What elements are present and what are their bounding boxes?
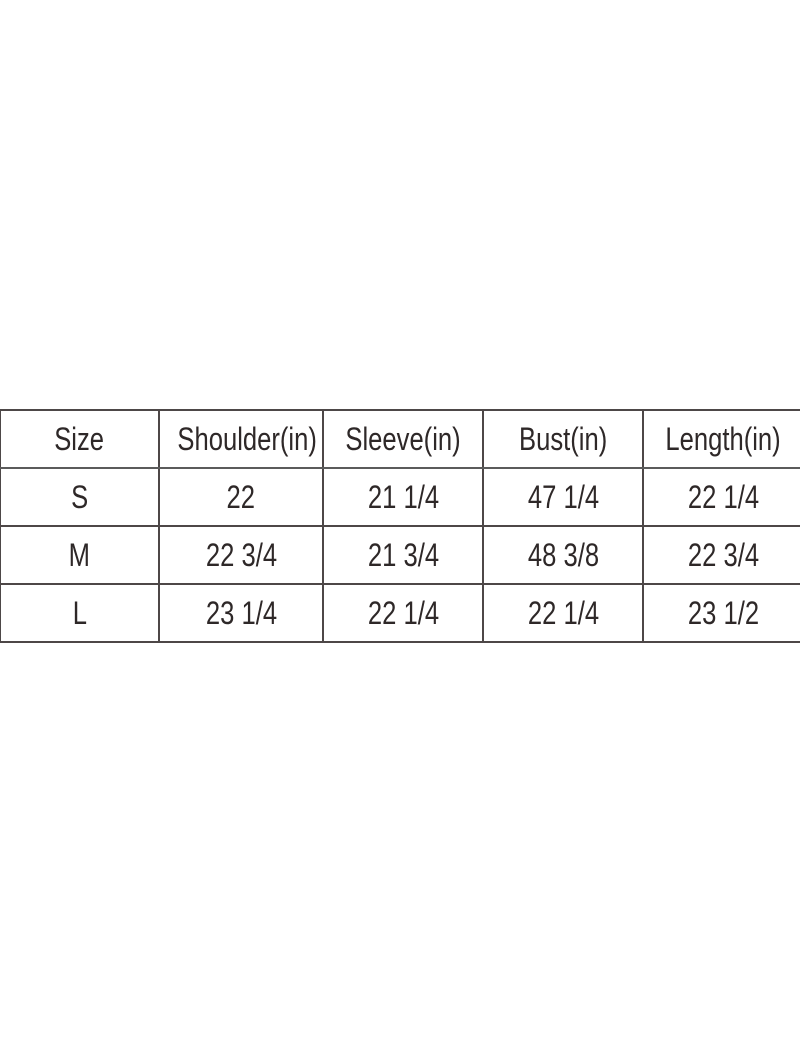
cell-l-size [0,584,159,642]
cell-m-size [0,526,159,584]
header-label-length: Length(in) [665,421,782,457]
cell-m-bust [483,526,643,584]
cell-l-shoulder [159,584,323,642]
header-label-size: Size [54,421,105,457]
value-l-length: 23 1/2 [687,595,760,631]
cell-m-sleeve [323,526,483,584]
cell-s-shoulder [159,468,323,526]
value-s-shoulder: 22 [226,479,256,515]
table-row-l [0,584,800,642]
cell-m-shoulder [159,526,323,584]
value-l-sleeve: 22 1/4 [367,595,439,631]
value-s-sleeve: 21 1/4 [367,479,439,515]
cell-l-bust [483,584,643,642]
cell-l-sleeve [323,584,483,642]
row-label-l: L [72,595,87,631]
header-row [0,410,800,468]
cell-s-length [643,468,800,526]
size-chart-table [0,409,800,643]
cell-m-length [643,526,800,584]
value-m-length: 22 3/4 [687,537,760,573]
table-row-m [0,526,800,584]
header-cell-bust [483,410,643,468]
value-l-shoulder: 23 1/4 [205,595,277,631]
table-row-s [0,468,800,526]
header-label-sleeve: Sleeve(in) [345,421,461,457]
cell-s-sleeve [323,468,483,526]
header-cell-length [643,410,800,468]
value-m-sleeve: 21 3/4 [367,537,439,573]
value-s-length: 22 1/4 [687,479,760,515]
value-m-bust: 48 3/8 [527,537,599,573]
value-m-shoulder: 22 3/4 [205,537,277,573]
header-label-bust: Bust(in) [518,421,608,457]
cell-s-bust [483,468,643,526]
header-cell-size [0,410,159,468]
row-label-m: M [68,537,91,573]
header-label-shoulder: Shoulder(in) [177,421,317,457]
header-cell-sleeve [323,410,483,468]
row-label-s: S [70,479,89,515]
cell-l-length [643,584,800,642]
value-s-bust: 47 1/4 [527,479,599,515]
cell-s-size [0,468,159,526]
header-cell-shoulder [159,410,323,468]
value-l-bust: 22 1/4 [527,595,599,631]
